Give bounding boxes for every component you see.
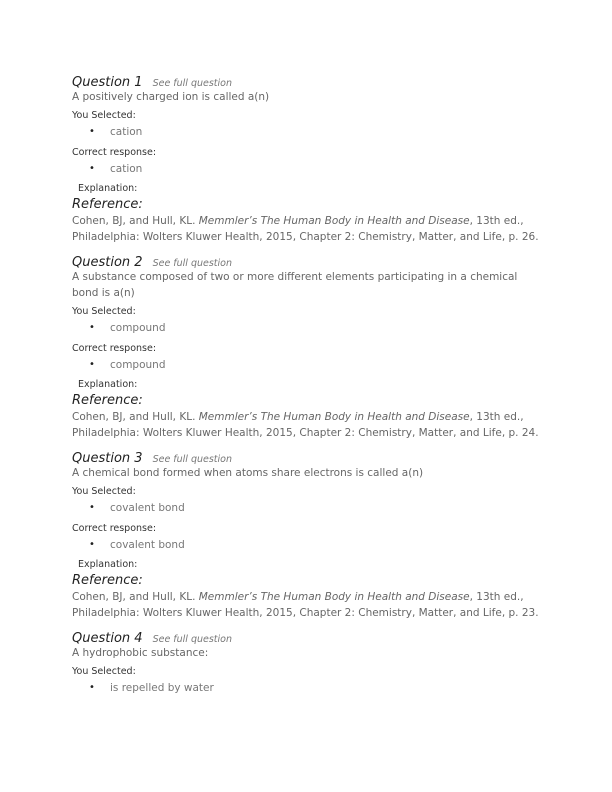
bullet-icon: • <box>89 682 95 693</box>
correct-answer-text: cation <box>110 163 143 175</box>
reference-book-title: Memmler’s The Human Body in Health and Disease <box>198 591 470 603</box>
question-block-3 <box>72 448 542 621</box>
reference-publisher: Philadelphia: Wolters Kluwer Health, 2015, Chapter 2: Chemistry, Matter, and Life, p. 24. <box>72 427 539 439</box>
reference-heading: Reference: <box>72 197 143 212</box>
question-text: A positively charged ion is called a(n) <box>72 91 270 103</box>
bullet-icon: • <box>89 539 95 550</box>
correct-answer <box>72 538 542 552</box>
reference-citation <box>72 213 542 245</box>
reference-authors: Cohen, BJ, and Hull, KL. <box>72 411 196 423</box>
question-heading <box>72 252 542 269</box>
see-full-question-link[interactable]: See full question <box>152 634 233 645</box>
you-selected-label: You Selected: <box>72 306 136 317</box>
selected-answer-text: is repelled by water <box>110 682 214 694</box>
you-selected-label: You Selected: <box>72 666 136 677</box>
reference-citation <box>72 409 542 441</box>
correct-answer <box>72 358 542 372</box>
correct-answer-text: covalent bond <box>110 539 185 551</box>
reference-heading: Reference: <box>72 393 143 408</box>
question-title: Question 1 <box>72 75 143 90</box>
question-block-1 <box>72 72 542 245</box>
correct-response-label: Correct response: <box>72 147 157 158</box>
question-heading <box>72 72 542 89</box>
explanation-label: Explanation: <box>78 559 138 570</box>
question-block-2 <box>72 252 542 441</box>
question-title: Question 3 <box>72 451 143 466</box>
explanation-label: Explanation: <box>78 183 138 194</box>
question-text: A substance composed of two or more different elements participating in a chemical bond is a(n) <box>72 271 518 299</box>
see-full-question-link[interactable]: See full question <box>152 454 233 465</box>
selected-answer <box>72 321 542 335</box>
selected-answer-text: covalent bond <box>110 502 185 514</box>
reference-publisher: Philadelphia: Wolters Kluwer Health, 2015, Chapter 2: Chemistry, Matter, and Life, p. 23. <box>72 607 539 619</box>
you-selected-label: You Selected: <box>72 486 136 497</box>
see-full-question-link[interactable]: See full question <box>152 78 233 89</box>
bullet-icon: • <box>89 502 95 513</box>
document-page <box>72 72 542 695</box>
bullet-icon: • <box>89 359 95 370</box>
reference-authors: Cohen, BJ, and Hull, KL. <box>72 215 196 227</box>
reference-heading: Reference: <box>72 573 143 588</box>
explanation-label: Explanation: <box>78 379 138 390</box>
bullet-icon: • <box>89 163 95 174</box>
correct-response-label: Correct response: <box>72 343 157 354</box>
question-block-4 <box>72 628 542 695</box>
question-title: Question 4 <box>72 631 143 646</box>
question-heading <box>72 448 542 465</box>
selected-answer <box>72 681 542 695</box>
reference-book-title: Memmler’s The Human Body in Health and Disease <box>198 411 470 423</box>
selected-answer <box>72 125 542 139</box>
reference-edition: , 13th ed., <box>469 215 524 227</box>
correct-answer-text: compound <box>110 359 166 371</box>
correct-answer <box>72 162 542 176</box>
correct-response-label: Correct response: <box>72 523 157 534</box>
question-heading <box>72 628 542 645</box>
selected-answer <box>72 501 542 515</box>
question-title: Question 2 <box>72 255 143 270</box>
selected-answer-text: compound <box>110 322 166 334</box>
question-text: A hydrophobic substance: <box>72 647 209 659</box>
question-text: A chemical bond formed when atoms share electrons is called a(n) <box>72 467 424 479</box>
you-selected-label: You Selected: <box>72 110 136 121</box>
bullet-icon: • <box>89 322 95 333</box>
reference-book-title: Memmler’s The Human Body in Health and Disease <box>198 215 470 227</box>
see-full-question-link[interactable]: See full question <box>152 258 233 269</box>
reference-authors: Cohen, BJ, and Hull, KL. <box>72 591 196 603</box>
bullet-icon: • <box>89 126 95 137</box>
selected-answer-text: cation <box>110 126 143 138</box>
reference-edition: , 13th ed., <box>469 591 524 603</box>
reference-publisher: Philadelphia: Wolters Kluwer Health, 2015, Chapter 2: Chemistry, Matter, and Life, p. 26. <box>72 231 539 243</box>
reference-edition: , 13th ed., <box>469 411 524 423</box>
reference-citation <box>72 589 542 621</box>
